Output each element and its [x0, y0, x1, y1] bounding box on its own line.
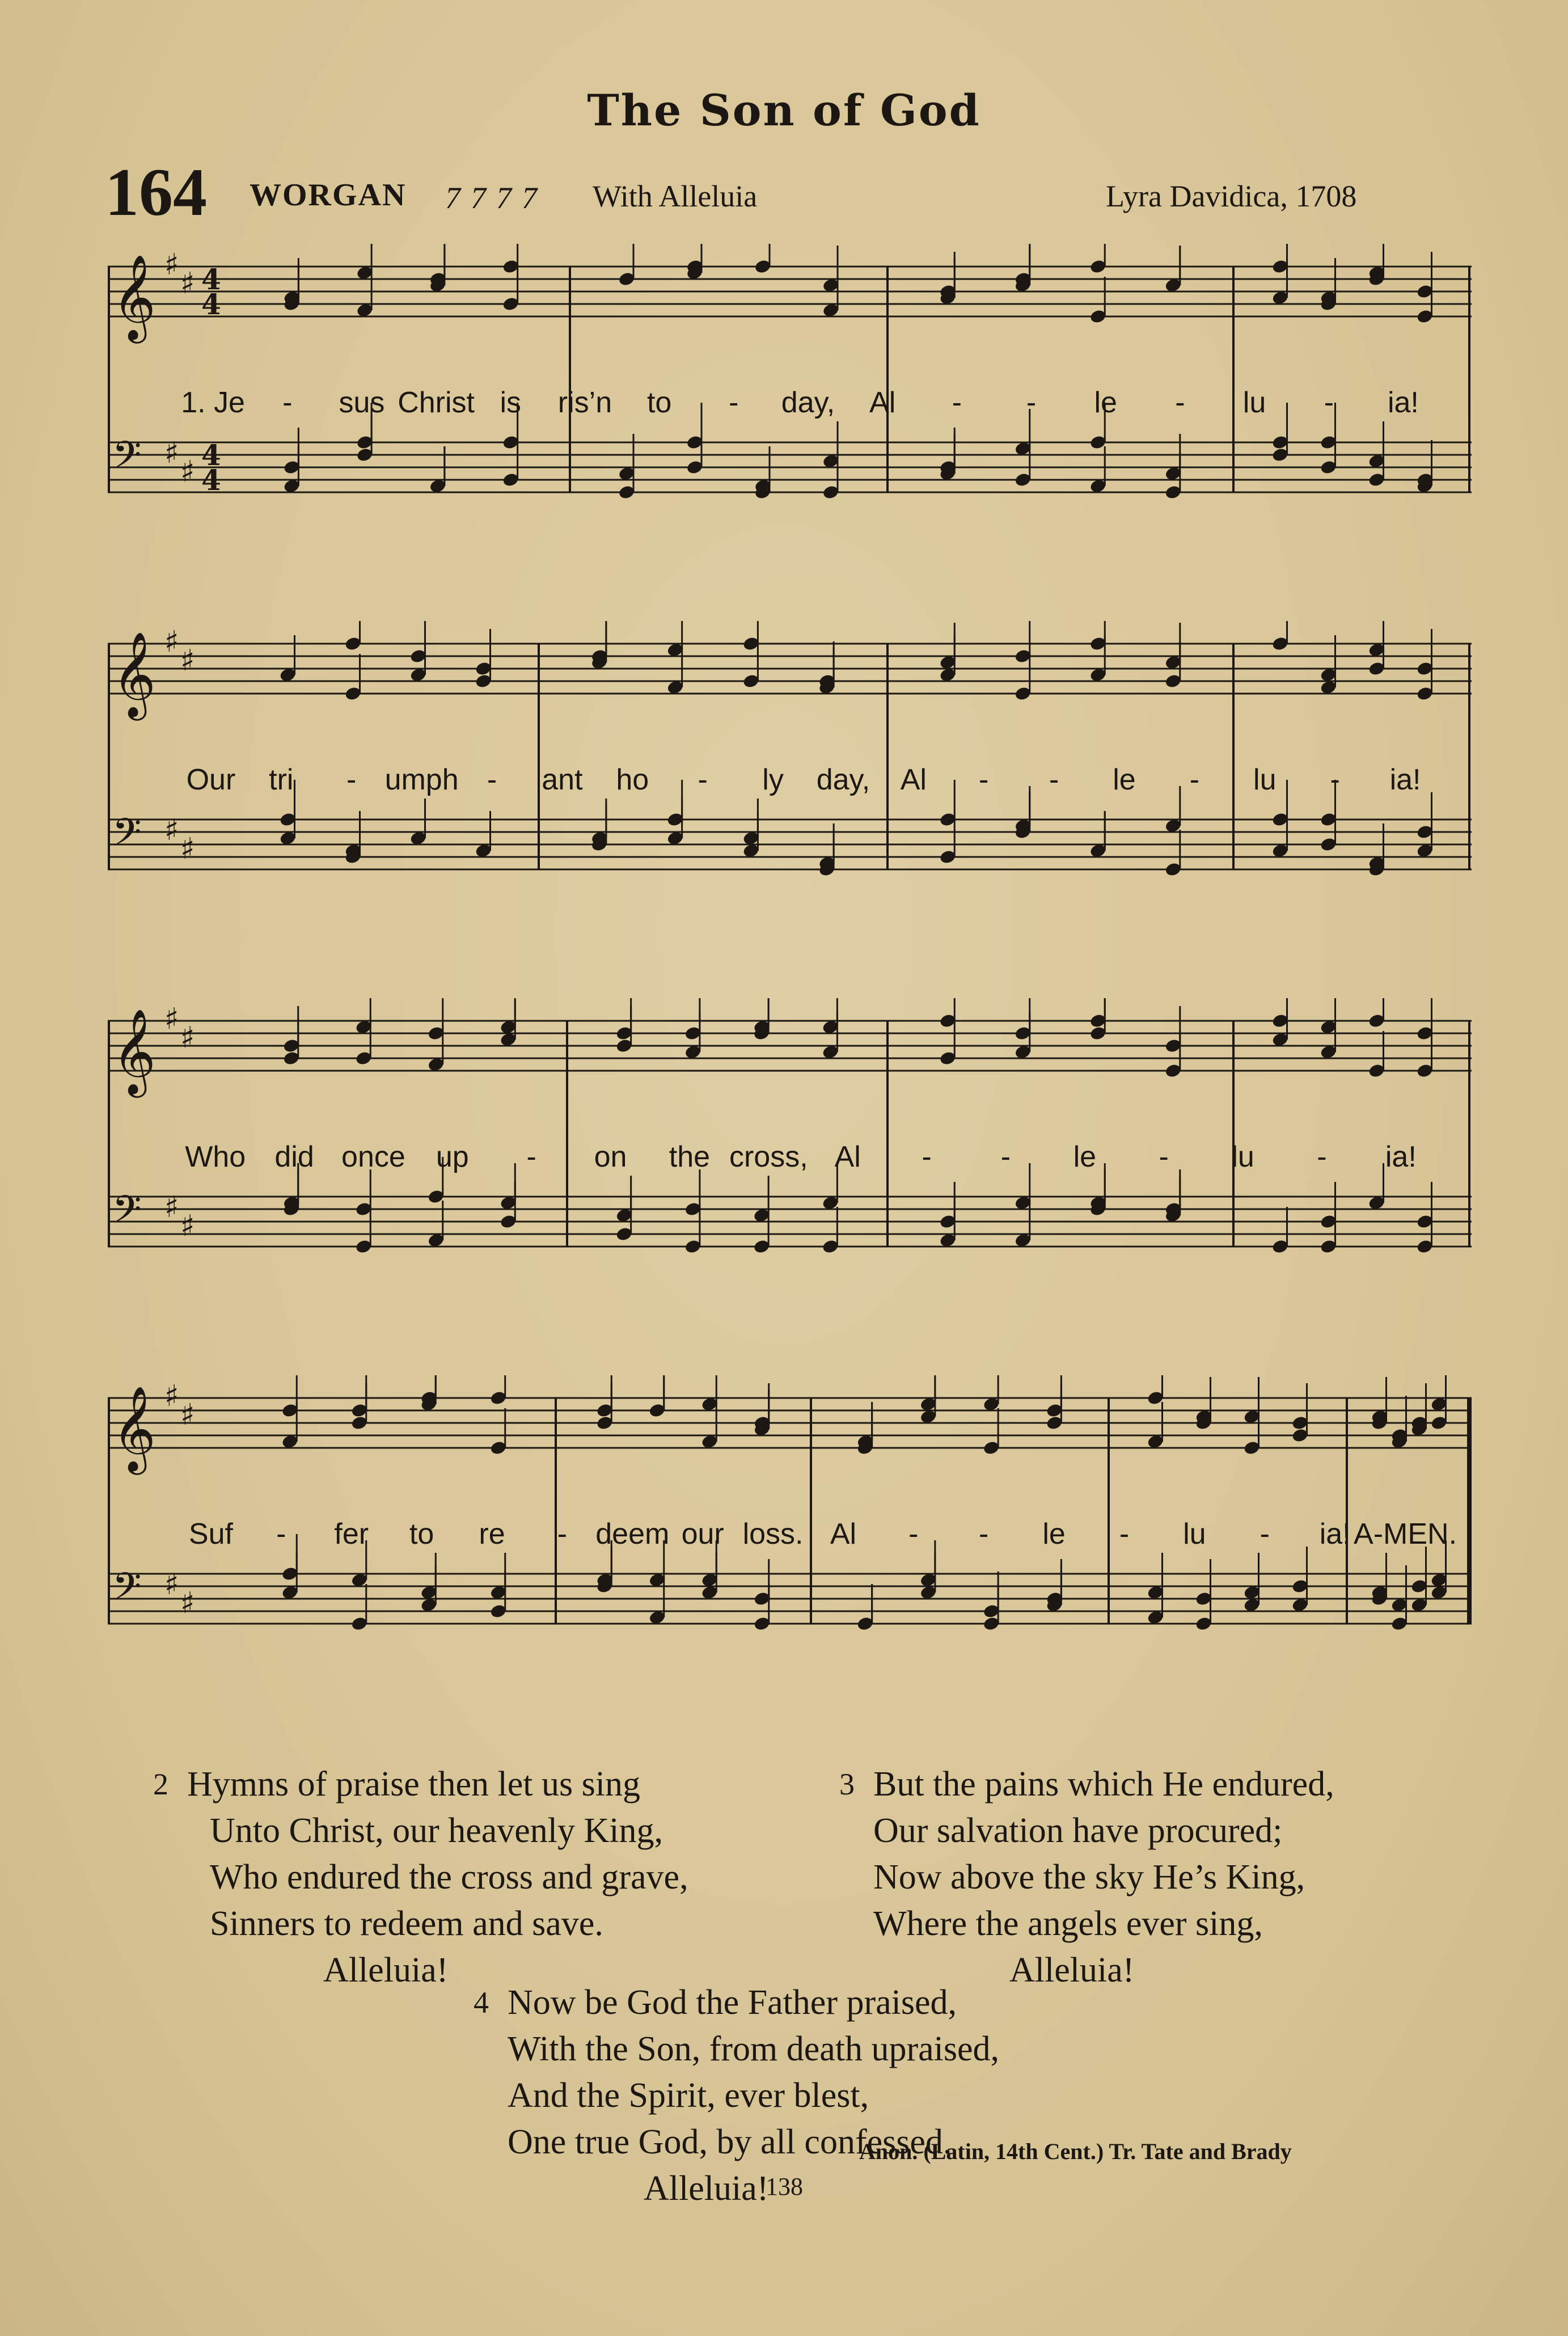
sharp-icon: ♯ [164, 1379, 179, 1413]
lyric-syllable: re [479, 1518, 505, 1551]
lyric-syllable: Al [834, 1140, 861, 1173]
sharp-icon: ♯ [180, 1398, 195, 1432]
sharp-icon: ♯ [180, 455, 195, 489]
verse-line: But the pains which He endured, [873, 1765, 1334, 1803]
lyric-syllable: Who [185, 1140, 246, 1173]
lyric-syllable: ris’n [557, 386, 612, 419]
lyric-line [108, 1140, 1472, 1180]
time-signature-digit: 4 [201, 263, 221, 296]
lyric-syllable: day, [781, 386, 835, 419]
lyric-syllable: ho [616, 763, 649, 796]
lyric-syllable: - [698, 763, 708, 796]
lyric-syllable: our [681, 1518, 724, 1551]
lyric-line [108, 1517, 1472, 1557]
verse-3 [839, 1761, 1334, 1993]
lyric-syllable: - [282, 386, 293, 419]
music-system-3 [108, 998, 1472, 1338]
lyric-syllable: - [526, 1140, 536, 1173]
lyric-syllable: - [487, 763, 497, 796]
lyric-syllable: le [1073, 1140, 1097, 1173]
treble-clef-icon: 𝄞 [112, 631, 156, 717]
time-signature-digit: 4 [201, 438, 221, 472]
verse-line: Unto Christ, our heavenly King, [210, 1811, 663, 1850]
lyric-syllable: ia! [1387, 386, 1419, 419]
lyric-syllable: lu [1231, 1140, 1254, 1173]
attribution: Anon. (Latin, 14th Cent.) Tr. Tate and Brady [859, 2139, 1292, 2164]
sharp-icon: ♯ [164, 1568, 179, 1602]
verse-number: 3 [839, 1767, 855, 1801]
verse-line: Our salvation have procured; [873, 1811, 1283, 1850]
lyric-syllable: 1. Je [181, 386, 245, 419]
verse-line: Now above the sky He’s King, [873, 1858, 1305, 1896]
verse-number: 4 [474, 1986, 489, 2020]
verse-4 [474, 1979, 1000, 2212]
lyric-syllable: Al [830, 1518, 857, 1551]
lyric-syllable: sus [339, 386, 385, 419]
verse-line: Now be God the Father praised, [508, 1983, 957, 2022]
bass-clef-icon: 𝄢 [112, 1565, 142, 1617]
bass-clef-icon: 𝄢 [112, 1188, 142, 1240]
lyric-syllable: A-MEN. [1354, 1518, 1457, 1551]
lyric-syllable: - [729, 386, 739, 419]
sharp-icon: ♯ [164, 1190, 179, 1224]
lyric-syllable: loss. [742, 1518, 804, 1551]
sharp-icon: ♯ [180, 1586, 195, 1620]
lyric-syllable: - [1324, 386, 1334, 419]
lyric-syllable: - [979, 763, 989, 796]
bass-clef-icon: 𝄢 [112, 433, 142, 486]
lyric-syllable: - [1175, 386, 1185, 419]
verse-line: One true God, by all confessed. [508, 2123, 952, 2161]
music-system-1 [108, 244, 1472, 584]
lyric-syllable: Suf [188, 1518, 233, 1551]
lyric-syllable: - [276, 1518, 286, 1551]
lyric-syllable: - [346, 763, 357, 796]
lyric-syllable: ly [762, 763, 784, 796]
verse-line: With the Son, from death upraised, [508, 2030, 1000, 2068]
lyric-syllable: le [1094, 386, 1117, 419]
music-system-2 [108, 621, 1472, 961]
sharp-icon: ♯ [180, 832, 195, 866]
sharp-icon: ♯ [164, 813, 179, 847]
lyric-syllable: - [1159, 1140, 1169, 1173]
hymn-number: 164 [105, 154, 207, 230]
lyric-syllable: lu [1253, 763, 1277, 796]
verse-refrain: Alleluia! [323, 1951, 449, 1989]
lyric-syllable: - [1119, 1518, 1130, 1551]
lyric-syllable: fer [334, 1518, 369, 1551]
lyric-syllable: day, [816, 763, 870, 796]
lyric-syllable: tri [269, 763, 294, 796]
treble-clef-icon: 𝄞 [112, 254, 156, 340]
music-system-4 [108, 1375, 1472, 1716]
time-signature-digit: 4 [201, 463, 221, 497]
lyric-syllable: is [500, 386, 522, 419]
verse-line: Who endured the cross and grave, [210, 1858, 688, 1896]
meter-note: With Alleluia [593, 179, 758, 213]
page-number: 138 [766, 2173, 803, 2200]
lyric-syllable: - [1026, 386, 1037, 419]
sharp-icon: ♯ [164, 248, 179, 282]
lyric-syllable: Al [900, 763, 927, 796]
lyric-line [108, 763, 1472, 802]
lyric-syllable: lu [1183, 1518, 1206, 1551]
lyric-syllable: - [1189, 763, 1200, 796]
lyric-syllable: cross, [729, 1140, 808, 1173]
lyric-syllable: ia! [1389, 763, 1421, 796]
treble-clef-icon: 𝄞 [112, 1008, 156, 1094]
verse-line: Sinners to redeem and save. [210, 1904, 603, 1943]
sharp-icon: ♯ [164, 625, 179, 659]
section-title: The Son of God [587, 85, 981, 136]
sharp-icon: ♯ [164, 1002, 179, 1036]
lyric-syllable: to [409, 1518, 434, 1551]
lyric-syllable: deem [595, 1518, 670, 1551]
time-signature-digit: 4 [201, 288, 221, 321]
verse-number: 2 [153, 1767, 168, 1801]
lyric-syllable: once [341, 1140, 405, 1173]
lyric-syllable: lu [1242, 386, 1266, 419]
lyric-syllable: le [1042, 1518, 1066, 1551]
lyric-syllable: did [274, 1140, 314, 1173]
tune-source: Lyra Davidica, 1708 [1106, 179, 1357, 213]
lyric-syllable: to [646, 386, 672, 419]
verse-refrain: Alleluia! [1009, 1951, 1135, 1989]
bass-clef-icon: 𝄢 [112, 810, 142, 863]
lyric-syllable: - [952, 386, 962, 419]
lyric-syllable: Christ [398, 386, 475, 419]
lyric-syllable: ia! [1319, 1518, 1351, 1551]
lyric-syllable: the [669, 1140, 711, 1173]
lyric-syllable: - [979, 1518, 989, 1551]
sharp-icon: ♯ [180, 644, 195, 678]
lyric-syllable: on [594, 1140, 627, 1173]
lyric-syllable: le [1113, 763, 1136, 796]
lyric-syllable: ia! [1385, 1140, 1417, 1173]
verse-line: Hymns of praise then let us sing [187, 1765, 641, 1803]
lyric-syllable: - [557, 1518, 568, 1551]
lyric-syllable: - [922, 1140, 932, 1173]
lyric-syllable: - [1317, 1140, 1327, 1173]
lyric-syllable: up [436, 1140, 469, 1173]
meter: 7777 [445, 181, 547, 215]
sharp-icon: ♯ [180, 1209, 195, 1243]
lyric-syllable: - [1330, 763, 1340, 796]
lyric-syllable: - [1260, 1518, 1270, 1551]
sharp-icon: ♯ [180, 1021, 195, 1055]
lyric-syllable: Al [869, 386, 896, 419]
verse-2 [153, 1761, 688, 1993]
lyric-syllable: ant [542, 763, 583, 796]
lyric-syllable: - [1049, 763, 1059, 796]
verse-line: Where the angels ever sing, [873, 1904, 1263, 1943]
lyric-syllable: - [1000, 1140, 1011, 1173]
treble-clef-icon: 𝄞 [112, 1385, 156, 1471]
verse-line: And the Spirit, ever blest, [508, 2076, 869, 2115]
verse-refrain: Alleluia! [644, 2169, 769, 2208]
tune-name: WORGAN [250, 178, 407, 213]
lyric-syllable: Our [186, 763, 236, 796]
sharp-icon: ♯ [164, 436, 179, 470]
sharp-icon: ♯ [180, 267, 195, 301]
lyric-syllable: - [908, 1518, 919, 1551]
lyric-line [108, 386, 1472, 425]
lyric-syllable: umph [384, 763, 459, 796]
